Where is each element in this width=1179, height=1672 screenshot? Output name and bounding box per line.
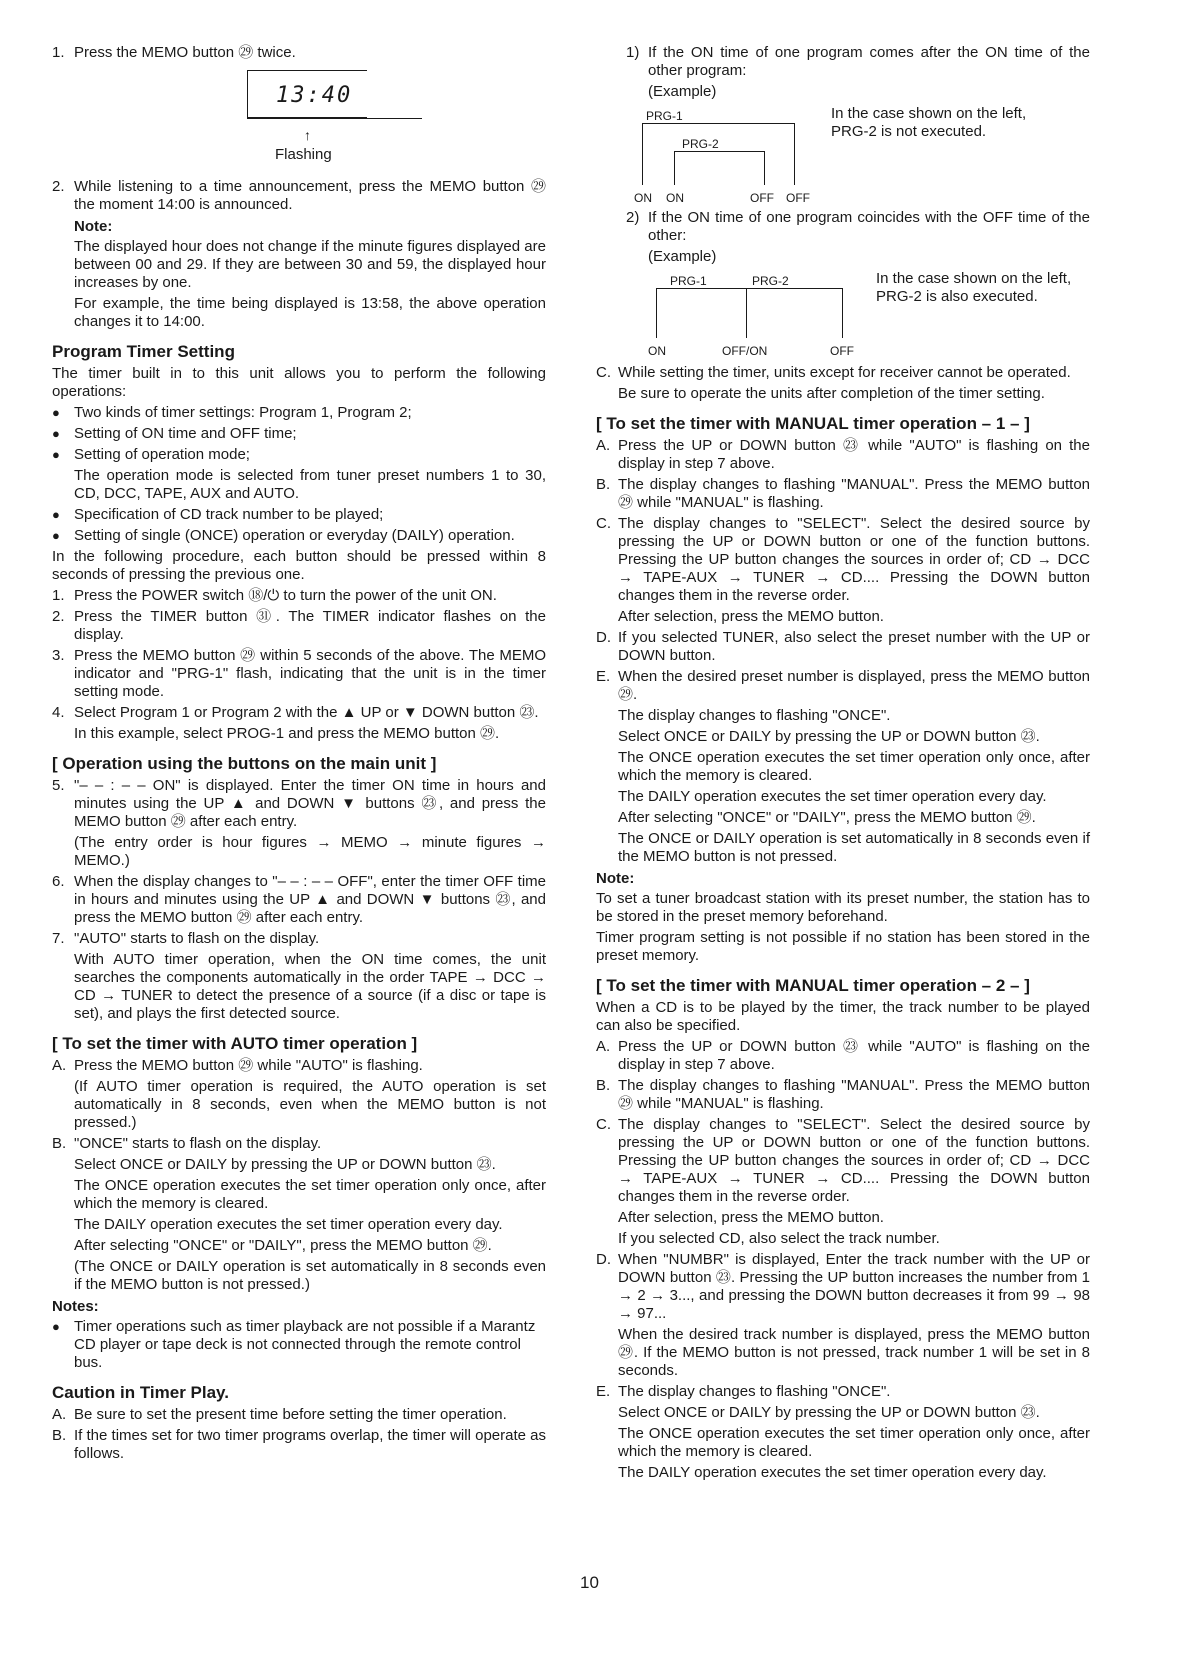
proc-step-5-sub: (The entry order is hour figures → MEMO → minute figures → MEMO.) xyxy=(74,834,546,869)
bullet-sub: The operation mode is selected from tuner preset numbers 1 to 30, CD, DCC, TAPE, AUX and AUTO. xyxy=(74,467,546,502)
note-text: To set a tuner broadcast station with its preset number, the station has to be stored in the preset memory beforehand. xyxy=(596,890,1090,925)
lcd-display xyxy=(247,70,367,118)
up-arrow-icon: ↑ xyxy=(304,127,311,143)
procedure-intro: In the following procedure, each button should be pressed within 8 seconds of pressing the previous one. xyxy=(52,548,546,583)
caution-a: A. Be sure to set the present time before setting the timer operation. xyxy=(52,1406,507,1423)
note-text-1: The displayed hour does not change if the minute figures displayed are between 00 and 29. If they are between 30 and 59, the displayed hour increases by one. xyxy=(74,238,546,291)
manual-1-heading: [ To set the timer with MANUAL timer operation – 1 – ] xyxy=(596,414,1030,433)
prg1-on-line xyxy=(642,123,643,185)
on-line xyxy=(656,288,657,338)
auto-step-b-sub: The DAILY operation executes the set timer operation every day. xyxy=(74,1216,503,1233)
off-line xyxy=(842,288,843,338)
manual-2-d: D. When "NUMBR" is displayed, Enter the track number with the UP or DOWN button ㉓. Pressing the UP button increases the number from 1 → 2 → 3..., and pressing the DOWN button decreases it from 99 → 98 → 97... xyxy=(596,1251,1090,1322)
on-label: ON xyxy=(648,344,666,358)
prg2-label: PRG-2 xyxy=(752,274,789,288)
bullet-item: ● Setting of single (ONCE) operation or everyday (DAILY) operation. xyxy=(52,527,515,544)
auto-step-b-sub: Select ONCE or DAILY by pressing the UP or DOWN button ㉓. xyxy=(74,1156,496,1173)
note-label: Note: xyxy=(596,870,635,887)
offon-line xyxy=(746,288,747,338)
auto-step-b-sub: After selecting "ONCE" or "DAILY", press the MEMO button ㉙. xyxy=(74,1237,492,1254)
caution-heading: Caution in Timer Play. xyxy=(52,1383,229,1402)
proc-step-7: 7. "AUTO" starts to flash on the display. xyxy=(52,930,320,947)
on-label: ON xyxy=(634,191,652,205)
overlap-case-2: 2) If the ON time of one program coincides with the OFF time of the other: xyxy=(626,209,1090,244)
auto-timer-heading: [ To set the timer with AUTO timer operation ] xyxy=(52,1034,418,1053)
off-label: OFF xyxy=(786,191,810,205)
proc-step-4-sub: In this example, select PROG-1 and press the MEMO button ㉙. xyxy=(74,725,500,742)
manual-2-intro: When a CD is to be played by the timer, the track number to be played can also be specified. xyxy=(596,999,1090,1034)
operation-heading: [ Operation using the buttons on the main unit ] xyxy=(52,754,437,773)
offon-label: OFF/ON xyxy=(722,344,768,358)
proc-step-1: 1. Press the POWER switch ⑱/⏻ to turn the power of the unit ON. xyxy=(52,587,497,604)
auto-step-a: A. Press the MEMO button ㉙ while "AUTO" is flashing. xyxy=(52,1057,423,1074)
note-text-2: For example, the time being displayed is 13:58, the above operation changes it to 14:00. xyxy=(74,295,546,330)
caution-c: C. While setting the timer, units except for receiver cannot be operated. xyxy=(596,364,1071,381)
prg1-off-line xyxy=(794,123,795,185)
prg2-bar xyxy=(674,151,764,152)
bullet-item: ● Two kinds of timer settings: Program 1, Program 2; xyxy=(52,404,412,421)
manual-2-a: A. Press the UP or DOWN button ㉓ while "AUTO" is flashing on the display in step 7 above. xyxy=(596,1038,1090,1073)
manual-1-c-sub: After selection, press the MEMO button. xyxy=(618,608,884,625)
timeline-figure-1 xyxy=(626,105,1090,205)
manual-2-e-sub: The ONCE operation executes the set timer operation only once, after which the memory is cleared. xyxy=(618,1425,1090,1460)
prg2-label: PRG-2 xyxy=(682,137,719,151)
prg2-on-line xyxy=(674,151,675,185)
manual-1-e-sub: The ONCE operation executes the set timer operation only once, after which the memory is cleared. xyxy=(618,749,1090,784)
notes-bullet: ● Timer operations such as timer playback are not possible if a Marantz CD player or tape deck is not connected through the remote control bus. xyxy=(52,1318,536,1371)
example-label: (Example) xyxy=(648,248,717,265)
step-1: 1. Press the MEMO button ㉙ twice. xyxy=(52,44,296,61)
figure-1-caption: In the case shown on the left, PRG-2 is not executed. xyxy=(831,105,1027,140)
off-label: OFF xyxy=(750,191,774,205)
step-2: 2. While listening to a time announcement, press the MEMO button ㉙ the moment 14:00 is announced. xyxy=(52,178,546,213)
bullet-item: ● Setting of operation mode; xyxy=(52,446,250,463)
proc-step-6: 6. When the display changes to "– – : – – OFF", enter the timer OFF time in hours and minutes using the UP ▲ and DOWN ▼ buttons ㉓, and press the MEMO button ㉙ after each entry. xyxy=(52,873,546,926)
manual-2-b: B. The display changes to flashing "MANUAL". Press the MEMO button ㉙ while "MANUAL" is flashing. xyxy=(596,1077,1090,1112)
lcd-baseline xyxy=(247,118,422,119)
note-text: Timer program setting is not possible if no station has been stored in the preset memory. xyxy=(596,929,1090,964)
prg1-label: PRG-1 xyxy=(646,109,683,123)
auto-step-a-sub: (If AUTO timer operation is required, the AUTO operation is set automatically in 8 seconds, even when the MEMO button is not pressed.) xyxy=(74,1078,546,1131)
display-figure xyxy=(52,70,546,170)
manual-1-e-sub: Select ONCE or DAILY by pressing the UP or DOWN button ㉓. xyxy=(618,728,1040,745)
program-timer-heading: Program Timer Setting xyxy=(52,342,235,361)
manual-1-d: D. If you selected TUNER, also select the preset number with the UP or DOWN button. xyxy=(596,629,1090,664)
flashing-label: Flashing xyxy=(275,146,332,163)
proc-step-4: 4. Select Program 1 or Program 2 with the ▲ UP or ▼ DOWN button ㉓. xyxy=(52,704,539,721)
manual-2-heading: [ To set the timer with MANUAL timer operation – 2 – ] xyxy=(596,976,1030,995)
manual-2-c-sub: After selection, press the MEMO button. xyxy=(618,1209,884,1226)
proc-step-7-sub: With AUTO timer operation, when the ON time comes, the unit searches the components automatically in the order TAPE → DCC → CD → TUNER to detect the presence of a source (if a disc or tape is set), and plays the first detected source. xyxy=(74,951,546,1022)
bullet-item: ● Specification of CD track number to be played; xyxy=(52,506,384,523)
caution-b: B. If the times set for two timer programs overlap, the timer will operate as follows. xyxy=(52,1427,546,1462)
manual-2-e-sub: The DAILY operation executes the set timer operation every day. xyxy=(618,1464,1047,1481)
manual-2-e-sub: Select ONCE or DAILY by pressing the UP or DOWN button ㉓. xyxy=(618,1404,1040,1421)
prg1-label: PRG-1 xyxy=(670,274,707,288)
manual-1-e: E. When the desired preset number is displayed, press the MEMO button ㉙. xyxy=(596,668,1090,703)
bullet-item: ● Setting of ON time and OFF time; xyxy=(52,425,297,442)
manual-1-e-sub: The display changes to flashing "ONCE". xyxy=(618,707,891,724)
proc-step-5: 5. "– – : – – ON" is displayed. Enter the timer ON time in hours and minutes using the UP ▲ and DOWN ▼ buttons ㉓, and press the MEMO button ㉙ after each entry. xyxy=(52,777,546,830)
manual-1-e-sub: The ONCE or DAILY operation is set automatically in 8 seconds even if the MEMO button is not pressed. xyxy=(618,830,1090,865)
caution-c-sub: Be sure to operate the units after completion of the timer setting. xyxy=(618,385,1045,402)
example-label: (Example) xyxy=(648,83,717,100)
overlap-case-1: 1) If the ON time of one program comes after the ON time of the other program: xyxy=(626,44,1090,79)
proc-step-2: 2. Press the TIMER button ㉛. The TIMER indicator flashes on the display. xyxy=(52,608,546,643)
prg1-bar xyxy=(642,123,794,124)
manual-1-e-sub: After selecting "ONCE" or "DAILY", press the MEMO button ㉙. xyxy=(618,809,1036,826)
auto-step-b-sub: The ONCE operation executes the set timer operation only once, after which the memory is cleared. xyxy=(74,1177,546,1212)
note-label: Note: xyxy=(74,218,113,235)
manual-2-c: C. The display changes to "SELECT". Select the desired source by pressing the UP or DOWN button or one of the function buttons. Pressing the UP button changes the sources in order of; CD → DCC → TAPE-AUX → TUNER → CD.... Pressing the DOWN button changes them in the reverse order. xyxy=(596,1116,1090,1205)
notes-label: Notes: xyxy=(52,1298,99,1315)
figure-2-caption: In the case shown on the left, PRG-2 is also executed. xyxy=(876,270,1072,305)
manual-2-c-sub: If you selected CD, also select the track number. xyxy=(618,1230,940,1247)
lcd-digits: 13:40 xyxy=(276,83,353,108)
manual-2-d-sub: When the desired track number is displayed, press the MEMO button ㉙. If the MEMO button is not pressed, track number 1 will be set in 8 seconds. xyxy=(618,1326,1090,1379)
timeline-bar xyxy=(656,288,842,289)
manual-1-c: C. The display changes to "SELECT". Select the desired source by pressing the UP or DOWN button or one of the function buttons. Pressing the UP button changes the sources in order of; CD → DCC → TAPE-AUX → TUNER → CD.... Pressing the DOWN button changes them in the reverse order. xyxy=(596,515,1090,604)
manual-1-a: A. Press the UP or DOWN button ㉓ while "AUTO" is flashing on the display in step 7 above. xyxy=(596,437,1090,472)
timeline-figure-2 xyxy=(626,270,1090,356)
prg2-off-line xyxy=(764,151,765,185)
right-column xyxy=(596,44,1090,1485)
auto-step-b-sub: (The ONCE or DAILY operation is set automatically in 8 seconds even if the MEMO button is not pressed.) xyxy=(74,1258,546,1293)
proc-step-3: 3. Press the MEMO button ㉙ within 5 seconds of the above. The MEMO indicator and "PRG-1" flash, indicating that the unit is in the timer setting mode. xyxy=(52,647,546,700)
manual-1-b: B. The display changes to flashing "MANUAL". Press the MEMO button ㉙ while "MANUAL" is flashing. xyxy=(596,476,1090,511)
off-label: OFF xyxy=(830,344,854,358)
left-column xyxy=(52,44,546,1466)
manual-1-e-sub: The DAILY operation executes the set timer operation every day. xyxy=(618,788,1047,805)
manual-2-e: E. The display changes to flashing "ONCE". xyxy=(596,1383,891,1400)
on-label: ON xyxy=(666,191,684,205)
auto-step-b: B. "ONCE" starts to flash on the display. xyxy=(52,1135,322,1152)
pts-intro: The timer built in to this unit allows you to perform the following operations: xyxy=(52,365,546,400)
page-number: 10 xyxy=(580,1573,599,1592)
